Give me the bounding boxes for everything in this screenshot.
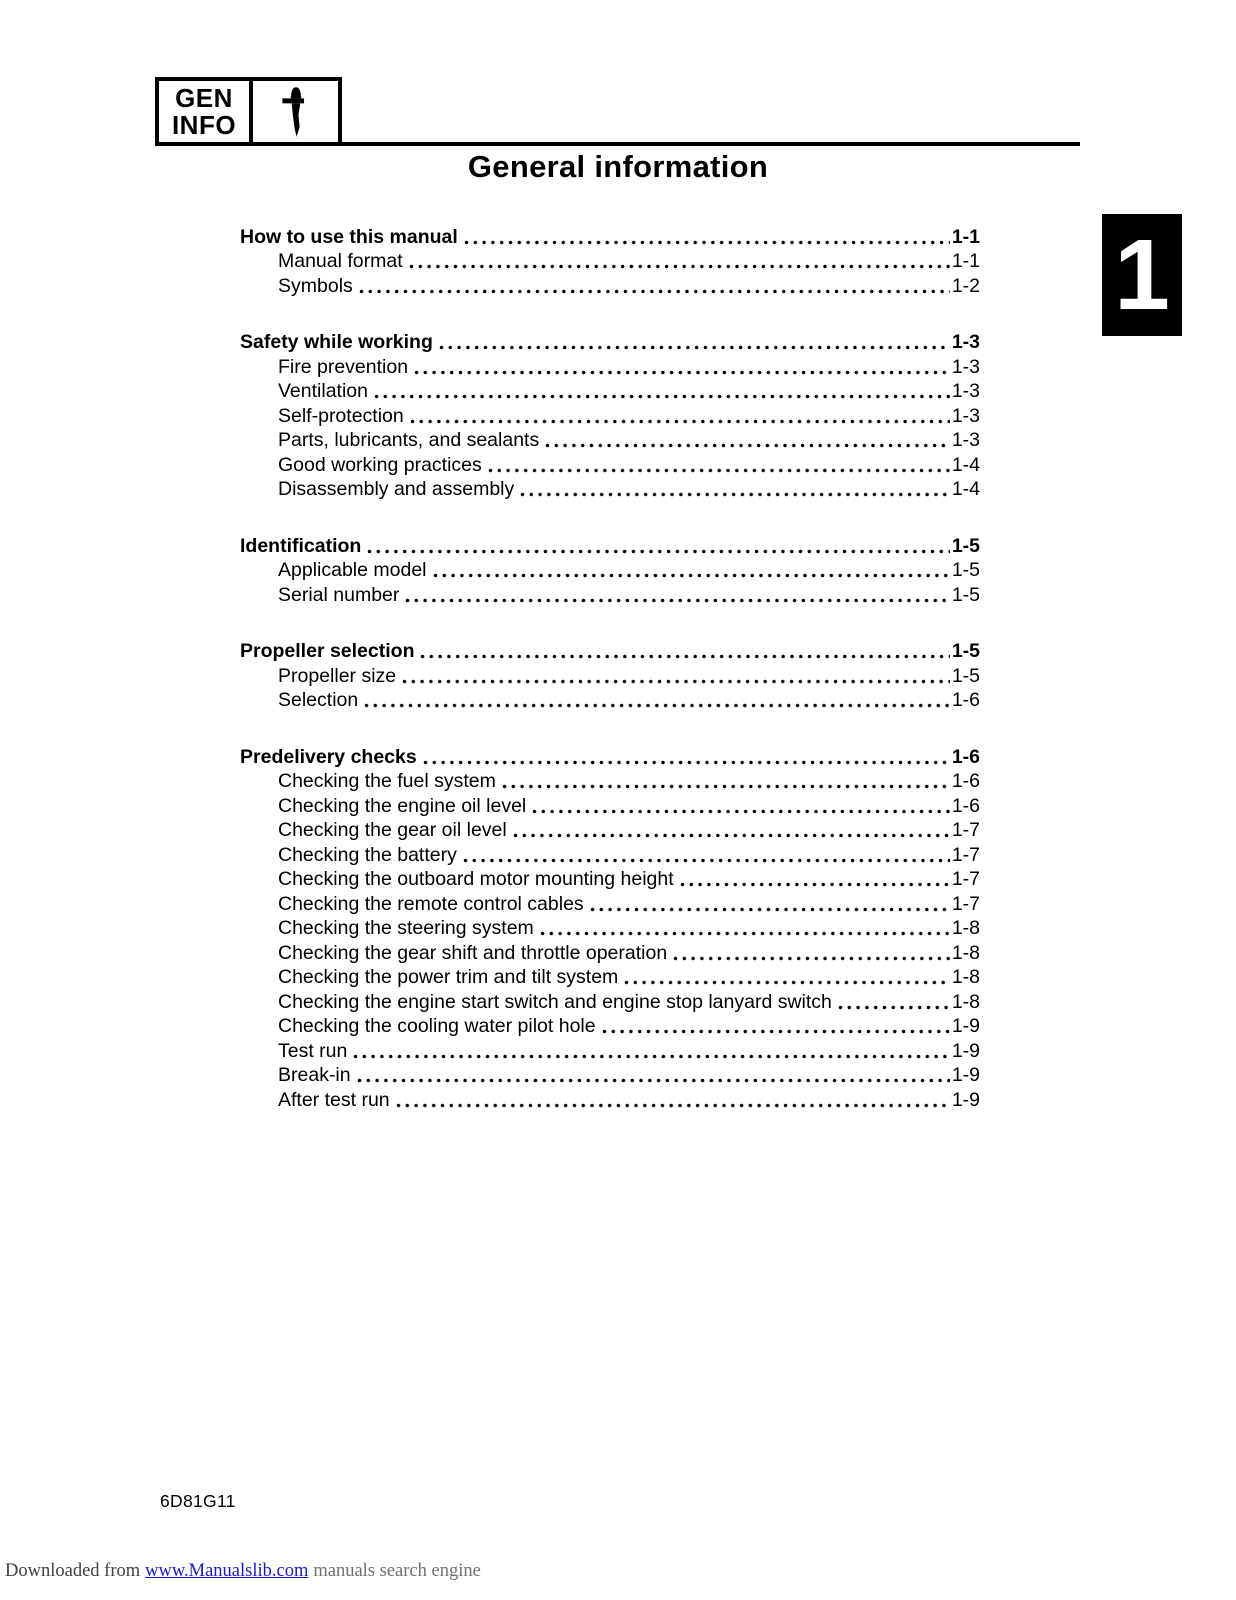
toc-entry-label: Checking the remote control cables xyxy=(278,892,584,915)
toc-entry-page: 1-9 xyxy=(951,1015,980,1037)
toc-row xyxy=(240,989,980,1014)
dot-leader xyxy=(374,394,950,399)
toc-entry-page: 1-7 xyxy=(951,843,980,866)
toc-entry-label: Applicable model xyxy=(278,559,427,581)
toc-row xyxy=(240,1063,980,1088)
toc-row xyxy=(240,891,980,916)
toc-row xyxy=(240,867,980,892)
dot-leader xyxy=(680,882,950,887)
dot-leader xyxy=(513,833,950,838)
toc-section xyxy=(240,224,980,298)
toc-section xyxy=(240,639,980,713)
toc-row xyxy=(240,842,980,867)
dot-leader xyxy=(420,654,949,659)
toc-entry-page: 1-3 xyxy=(951,429,980,451)
gen-info-line1: GEN xyxy=(175,82,233,113)
toc-entry-label: Checking the gear oil level xyxy=(278,819,507,841)
toc-entry-label: How to use this manual xyxy=(240,225,458,248)
toc-entry-page: 1-5 xyxy=(951,640,980,662)
toc-entry-page: 1-6 xyxy=(951,794,980,817)
toc-row xyxy=(240,940,980,965)
toc-entry-page: 1-7 xyxy=(951,819,980,841)
toc-entry-label: Checking the gear shift and throttle operation xyxy=(278,941,668,964)
dot-leader xyxy=(464,240,950,245)
toc-entry-page: 1-5 xyxy=(951,583,980,606)
dot-leader xyxy=(673,956,950,961)
dot-leader xyxy=(353,1054,949,1059)
dot-leader xyxy=(439,345,950,350)
toc-entry-page: 1-1 xyxy=(951,250,980,272)
toc-entry-page: 1-3 xyxy=(951,331,980,353)
toc-row xyxy=(240,224,980,249)
toc-row xyxy=(240,639,980,664)
toc-entry-page: 1-5 xyxy=(951,664,980,687)
toc-entry-label: Fire prevention xyxy=(278,355,409,378)
toc-entry-page: 1-8 xyxy=(951,917,980,939)
dot-leader xyxy=(838,1005,950,1010)
toc-entry-page: 1-3 xyxy=(951,355,980,378)
toc-row xyxy=(240,428,980,453)
toc-row xyxy=(240,533,980,558)
toc-row xyxy=(240,1038,980,1063)
toc-row xyxy=(240,916,980,941)
toc-row xyxy=(240,793,980,818)
dot-leader xyxy=(545,443,950,448)
toc-section xyxy=(240,330,980,502)
toc-row xyxy=(240,818,980,843)
toc-entry-label: Symbols xyxy=(278,274,353,297)
dot-leader xyxy=(602,1029,950,1034)
toc-entry-label: Propeller size xyxy=(278,664,397,687)
toc-entry-label: Checking the fuel system xyxy=(278,770,496,792)
toc-row xyxy=(240,744,980,769)
toc-entry-page: 1-9 xyxy=(951,1088,980,1111)
toc-row xyxy=(240,477,980,502)
toc-entry-label: Selection xyxy=(278,689,359,711)
dot-leader xyxy=(359,289,950,294)
toc-entry-label: Checking the steering system xyxy=(278,917,534,939)
toc-entry-page: 1-3 xyxy=(951,404,980,427)
toc-entry-label: Checking the battery xyxy=(278,843,457,866)
toc-row xyxy=(240,273,980,298)
toc-entry-label: Serial number xyxy=(278,583,400,606)
download-footer xyxy=(5,1561,481,1582)
download-prefix: Downloaded from xyxy=(5,1561,141,1581)
dot-leader xyxy=(410,419,950,424)
toc-row xyxy=(240,249,980,274)
dot-leader xyxy=(520,492,950,497)
toc-entry-page: 1-8 xyxy=(951,966,980,988)
toc-entry-label: Checking the engine start switch and engine stop lanyard switch xyxy=(278,990,832,1013)
chapter-header-tab xyxy=(155,77,342,146)
dot-leader xyxy=(402,679,950,684)
toc-entry-label: Test run xyxy=(278,1039,348,1062)
toc-entry-label: Ventilation xyxy=(278,380,368,402)
toc-entry-page: 1-5 xyxy=(951,559,980,581)
dot-leader xyxy=(540,931,950,936)
toc-entry-page: 1-6 xyxy=(951,689,980,711)
dot-leader xyxy=(409,264,950,269)
dot-leader xyxy=(463,858,950,863)
toc-entry-page: 1-4 xyxy=(951,478,980,500)
download-suffix: manuals search engine xyxy=(313,1561,481,1581)
toc-entry-label: Checking the engine oil level xyxy=(278,794,527,817)
toc-entry-label: Safety while working xyxy=(240,331,433,353)
toc-row xyxy=(240,452,980,477)
toc-row xyxy=(240,769,980,794)
toc-entry-label: After test run xyxy=(278,1088,390,1111)
toc-entry-label: Checking the cooling water pilot hole xyxy=(278,1015,596,1037)
toc-entry-page: 1-7 xyxy=(951,892,980,915)
toc-entry-label: Manual format xyxy=(278,250,403,272)
dot-leader xyxy=(405,598,949,603)
toc-entry-page: 1-5 xyxy=(951,534,980,557)
toc-entry-label: Disassembly and assembly xyxy=(278,478,515,500)
doc-code: 6D81G11 xyxy=(160,1491,236,1511)
toc-row xyxy=(240,688,980,713)
gen-info-label xyxy=(159,81,253,142)
toc-entry-label: Checking the power trim and tilt system xyxy=(278,966,619,988)
gen-info-line2: INFO xyxy=(171,109,237,140)
toc-row xyxy=(240,1087,980,1112)
toc-entry-page: 1-6 xyxy=(951,745,980,768)
dot-leader xyxy=(590,907,950,912)
toc-entry-page: 1-9 xyxy=(951,1064,980,1086)
toc-section xyxy=(240,744,980,1112)
toc-entry-label: Self-protection xyxy=(278,404,404,427)
toc-entry-label: Checking the outboard motor mounting height xyxy=(278,868,674,890)
toc-entry-page: 1-8 xyxy=(951,990,980,1013)
toc-entry-label: Parts, lubricants, and sealants xyxy=(278,429,540,451)
toc-entry-label: Good working practices xyxy=(278,453,482,476)
chapter-number-tab xyxy=(1102,214,1182,336)
dot-leader xyxy=(364,703,950,708)
toc-row xyxy=(240,403,980,428)
toc-entry-page: 1-1 xyxy=(951,225,980,248)
toc-entry-page: 1-3 xyxy=(951,380,980,402)
toc-entry-page: 1-4 xyxy=(951,453,980,476)
toc-entry-label: Identification xyxy=(240,534,362,557)
dot-leader xyxy=(502,784,950,789)
dot-leader xyxy=(624,980,950,985)
dot-leader xyxy=(396,1103,950,1108)
dot-leader xyxy=(433,573,950,578)
toc-row xyxy=(240,965,980,990)
toc-section xyxy=(240,533,980,607)
toc-entry-page: 1-8 xyxy=(951,941,980,964)
manualslib-link[interactable]: www.Manualslib.com xyxy=(145,1561,309,1581)
outboard-motor-icon xyxy=(253,81,338,142)
toc-entry-page: 1-7 xyxy=(951,868,980,890)
toc-row xyxy=(240,558,980,583)
toc-row xyxy=(240,582,980,607)
toc-entry-label: Break-in xyxy=(278,1064,351,1086)
toc-entry-page: 1-6 xyxy=(951,770,980,792)
page-title: General information xyxy=(467,149,769,184)
toc xyxy=(240,224,980,1112)
toc-entry-label: Propeller selection xyxy=(240,640,415,662)
dot-leader xyxy=(423,760,950,765)
toc-entry-label: Predelivery checks xyxy=(240,745,417,768)
toc-row xyxy=(240,330,980,355)
dot-leader xyxy=(367,549,949,554)
dot-leader xyxy=(357,1078,950,1083)
toc-row xyxy=(240,379,980,404)
toc-row xyxy=(240,1014,980,1039)
chapter-number: 1 xyxy=(1114,219,1170,331)
toc-entry-page: 1-9 xyxy=(951,1039,980,1062)
dot-leader xyxy=(414,370,950,375)
dot-leader xyxy=(532,809,950,814)
toc-row xyxy=(240,663,980,688)
toc-row xyxy=(240,354,980,379)
toc-entry-page: 1-2 xyxy=(951,274,980,297)
dot-leader xyxy=(488,468,950,473)
